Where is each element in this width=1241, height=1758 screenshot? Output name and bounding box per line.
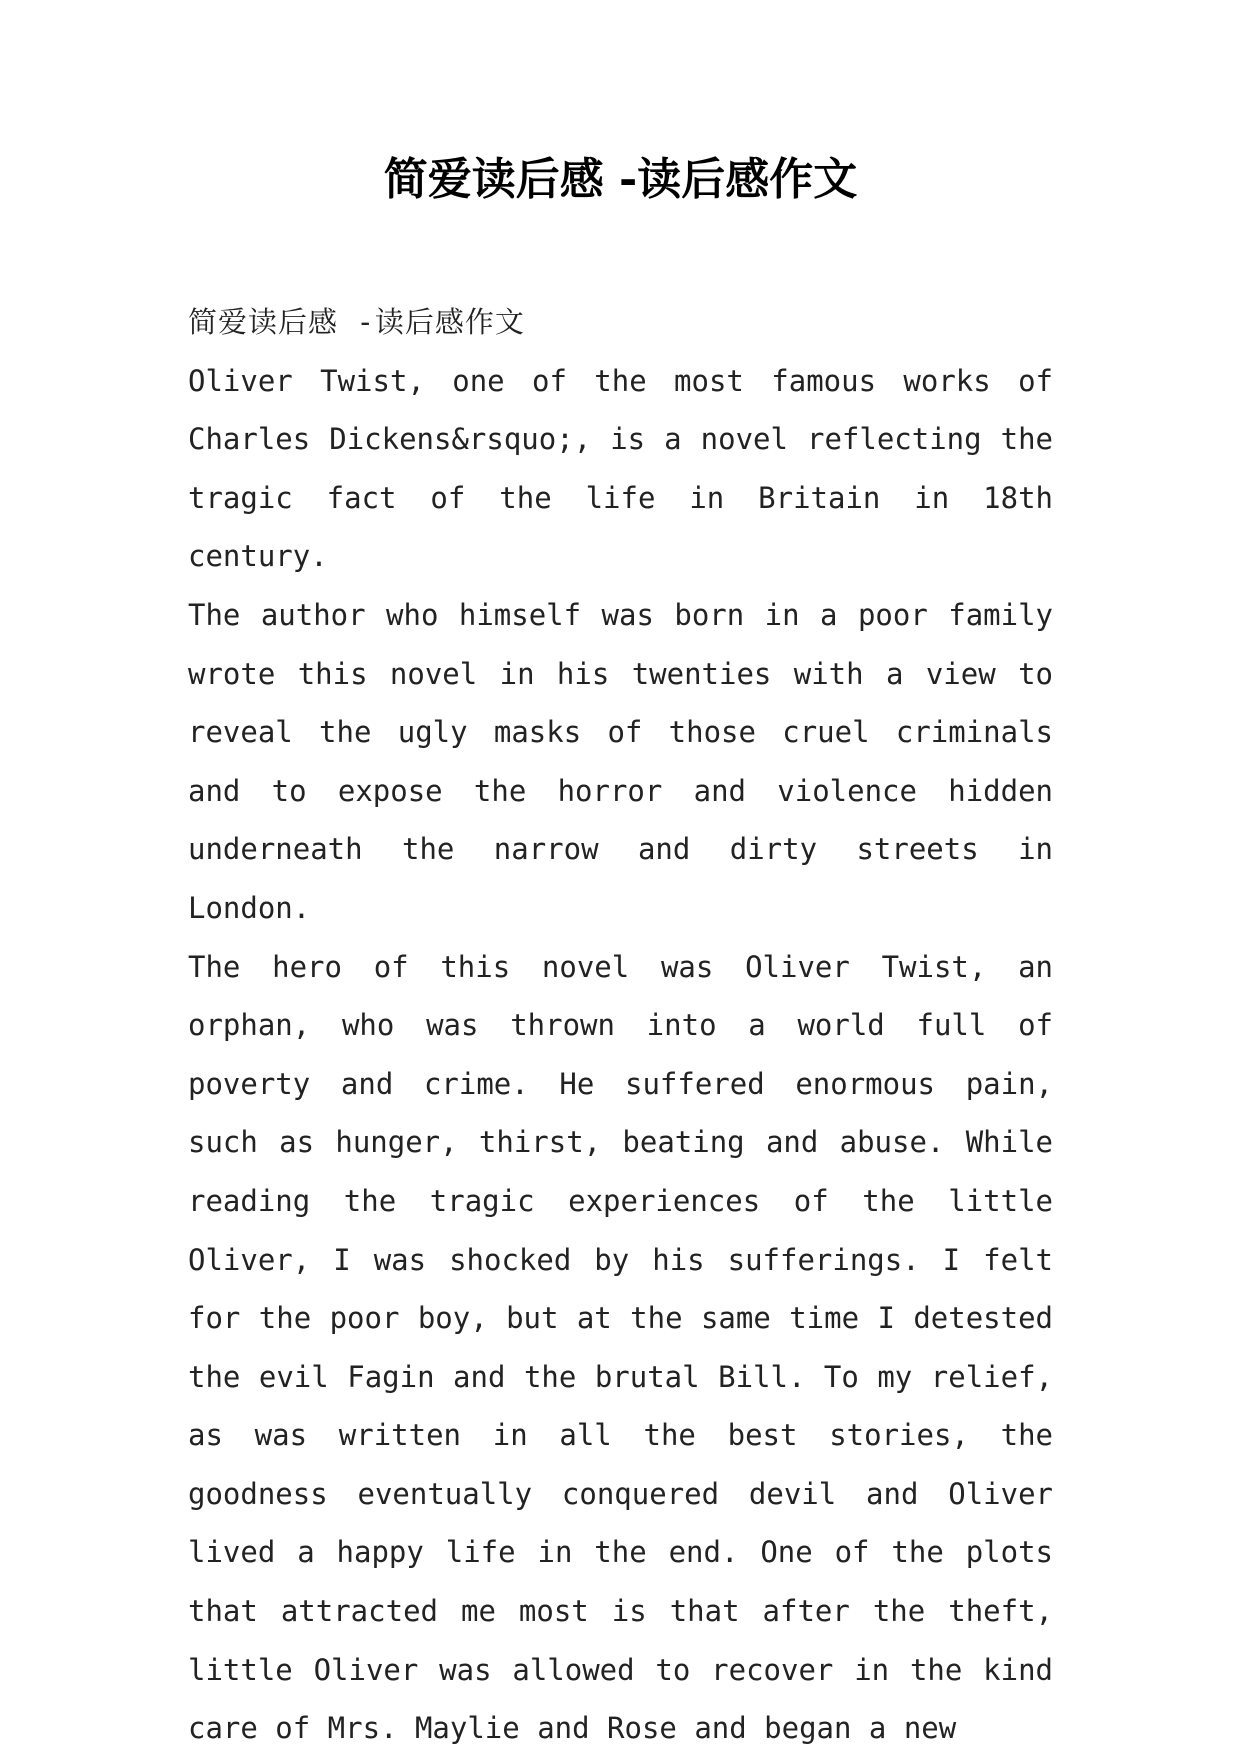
document-body	[188, 293, 1053, 1758]
paragraph: The author who himself was born in a poor family wrote this novel in his twenties with a view to reveal the ugly masks of those cruel criminals and to expose the horror and violence hidden underneath the narrow and dirty streets in London.	[188, 597, 1053, 925]
document-subtitle: 简爱读后感 -读后感作文	[188, 305, 525, 339]
paragraph: Oliver Twist, one of the most famous works of Charles Dickens&rsquo;, is a novel reflecting the tragic fact of the life in Britain in 18th century.	[188, 363, 1053, 574]
document-title: 简爱读后感 -读后感作文	[383, 154, 858, 205]
paragraph: The hero of this novel was Oliver Twist, an orphan, who was thrown into a world full of poverty and crime. He suffered enormous pain, such as hunger, thirst, beating and abuse. While reading the tragic experiences of the little Oliver, I was shocked by his sufferings. I felt for the poor boy, but at the same time I detested the evil Fagin and the brutal Bill. To my relief, as was written in all the best stories, the goodness eventually conquered devil and Oliver lived a happy life in the end. One of the plots that attracted me most is that after the theft, little Oliver was allowed to recover in the kind care of Mrs. Maylie and Rose and began a new	[188, 949, 1053, 1746]
